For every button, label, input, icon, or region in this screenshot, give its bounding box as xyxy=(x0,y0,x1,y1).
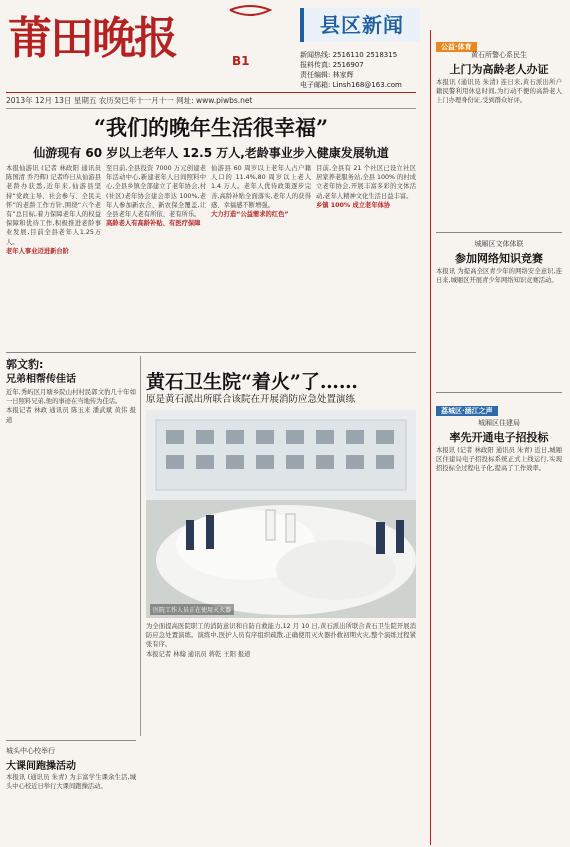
lead-text: 目前,全县有 21 个社区已设立社区居家养老服务站,全县 100% 的村成立老年协会,开展丰富多彩的文体活动,老年人精神文化生活日益丰富。 xyxy=(316,165,416,200)
side-headline: 率先开通电子招投标 xyxy=(449,431,549,444)
brief-body xyxy=(6,773,136,843)
side-text: 本报讯 (记者 林政阳 通讯员 朱青) 近日,城厢区住建局电子招投标系统正式上线运行,实现招投标全过程电子化,提高了工作效率。 xyxy=(436,447,562,473)
editorial-line: 责任编辑: 林家辉 xyxy=(300,71,354,79)
side-text: 本报讯 (通讯员 朱清) 连日来,黄石派出所户籍民警利用休息时间,为行动不便的高龄老人上门办理身份证,受到群众好评。 xyxy=(436,79,562,105)
lead-headline: “我们的晚年生活很幸福” xyxy=(93,115,329,140)
lead-text: 本报仙游讯 (记者 林政阳 通讯员 陈国清 乔丹辉) 记者昨日从仙游县老龄办获悉,近年来,仙游县坚持“党政主导、社会参与、全民关怀”的老龄工作方针,围绕“六个老有”总目标,着力保障老年人的权益保障和优待工作,积极推进老龄事业发展,目前全县老年人1.25万人。 xyxy=(6,165,101,246)
dateline: 2013年 12月 13日 星期五 农历癸巳年十一月十一 网址: www.piwbs.net xyxy=(6,92,416,109)
masthead-logo: 莆田晚报 xyxy=(8,13,176,64)
brief-text: 本报讯 (通讯员 朱青) 为丰富学生课余生活,城头中心校近日举行大课间跑操活动。 xyxy=(6,774,136,791)
side-tag-label: 公益·体育 xyxy=(436,42,477,52)
section-divider xyxy=(6,352,416,353)
section-tag xyxy=(300,8,420,42)
column-title: 郭文豹: xyxy=(6,358,44,371)
lead-subheading: 高龄老人有高龄补贴、有医疗保障 xyxy=(106,220,201,228)
section-divider xyxy=(6,740,136,741)
lead-subheading: 大力打造“公益需求的红色” xyxy=(211,211,289,219)
side-headline: 上门为高龄老人办证 xyxy=(449,63,549,76)
side-body xyxy=(436,267,562,387)
lead-subheading: 老年人事业迈进新台阶 xyxy=(6,247,69,255)
masthead-decoration xyxy=(0,0,290,60)
section-divider xyxy=(436,392,562,393)
fire-drill-photo xyxy=(146,410,416,618)
page-number: B1 xyxy=(232,54,250,68)
lead-subhead: 仙游现有 60 岁以上老年人 12.5 万人,老龄事业步入健康发展轨道 xyxy=(33,146,389,160)
column-body xyxy=(6,388,136,668)
section-divider xyxy=(436,232,562,233)
side-tag xyxy=(436,398,498,417)
lead-column-2 xyxy=(106,164,206,354)
editorial-line: 新闻热线: 2516110 2518315 xyxy=(300,51,398,59)
column-credit: 本报记者 林政 通讯员 陈玉来 潘武斌 黄伟 报道 xyxy=(6,407,136,424)
lead-text: 仙游县 60 周岁以上老年人占户籍人口的 11.4%,80 周岁以上老人 1.4 万人。老年人优待政策逐步完善,高龄补贴全面落实,老年人的获得感、幸福感不断增强。 xyxy=(211,165,311,209)
editorial-box xyxy=(300,50,402,90)
brief-headline: 大课间跑操活动 xyxy=(6,761,76,772)
side-body xyxy=(436,78,562,238)
section-tag-label: 县区新闻 xyxy=(320,13,404,37)
side-headline: 参加网络知识竞赛 xyxy=(455,252,543,265)
brush-stroke-icon xyxy=(230,6,270,15)
lead-column-3 xyxy=(211,164,311,354)
side-kicker: 城厢区文体体联 xyxy=(474,240,524,248)
editorial-line: 报料传真: 2516907 xyxy=(300,61,364,69)
fire-text: 为全面提高医院职工的消防意识和自防自救能力,12 月 10 日,黄石派出所联合黄石卫生院开展消防应急处置演练。演练中,医护人员有序组织疏散,正确使用灭火器扑救初期火灾,整个演练过程紧张有序。 xyxy=(146,623,416,649)
side-tag-label: 荔城区·涵江之声 xyxy=(436,406,498,416)
lead-column-4 xyxy=(316,164,416,354)
editorial-line: 电子邮箱: Linsh168@163.com xyxy=(300,81,402,89)
fire-body xyxy=(146,622,416,702)
side-kicker: 城厢区住建局 xyxy=(478,419,520,427)
lead-text: 至目前,全县投资 7000 万元创建老年活动中心,新建老年人日间照料中心,全县乡镇全部建立了老年协会,村(社区)老年协会建会率达 100%,老年人参加新农合、新农保全覆盖,让全县老年人老有所依、老有所乐。 xyxy=(106,165,206,219)
fire-credit: 本报记者 林翰 通讯员 蒋乾 王阳 报道 xyxy=(146,650,251,658)
column-text: 近年,秀屿区月塘乡院山村村民郭文豹几十年如一日照料兄弟,他的事迹在当地传为佳话。 xyxy=(6,389,136,406)
fire-headline: 黄石卫生院“着火”了…… xyxy=(146,371,358,393)
side-text: 本报讯 为提高全区青少年的网络安全意识,连日来,城厢区开展青少年网络知识竞赛活动。 xyxy=(436,268,562,285)
column-byline: 兄弟相帮传佳话 xyxy=(6,374,76,385)
fire-subhead: 原是黄石派出所联合该院在开展消防应急处置演练 xyxy=(146,394,356,405)
column-divider xyxy=(140,356,141,736)
brief-kicker: 城头中心校举行 xyxy=(6,747,55,755)
photo-caption: 医院工作人员正在使用灭火器 xyxy=(150,604,234,615)
side-kicker: 黄石所警心系民生 xyxy=(471,51,527,59)
side-body xyxy=(436,446,562,836)
column-divider xyxy=(430,30,431,845)
lead-column-1 xyxy=(6,164,101,354)
lead-subheading: 乡镇 100% 成立老年体协 xyxy=(316,201,391,209)
